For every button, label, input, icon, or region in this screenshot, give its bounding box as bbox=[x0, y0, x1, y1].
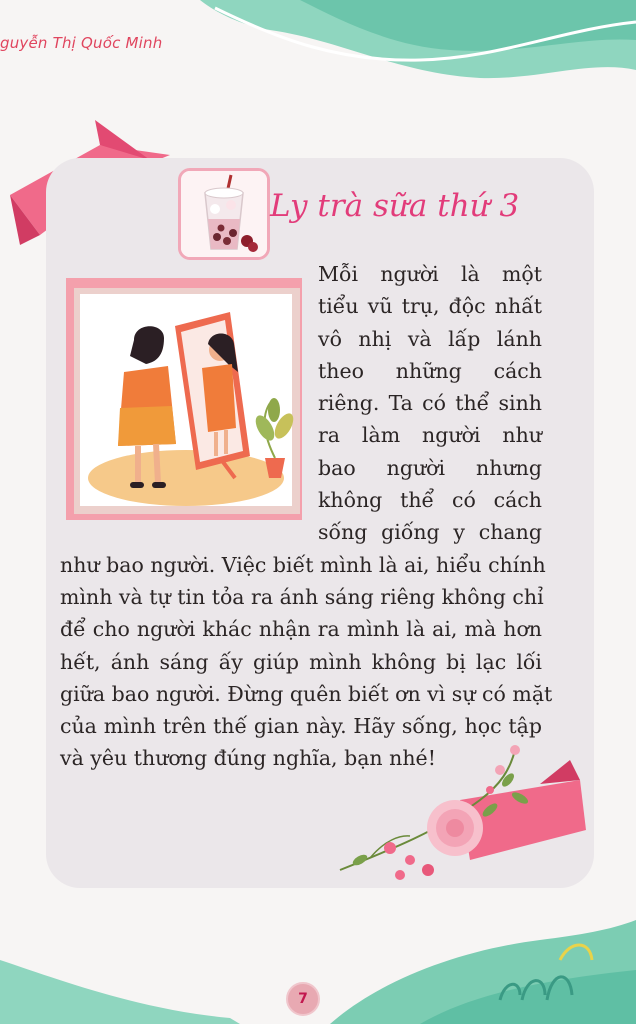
body-line: theo những cách bbox=[318, 358, 542, 383]
body-line: ra làm người như bbox=[318, 423, 542, 448]
body-line: tiểu vũ trụ, độc nhất bbox=[318, 294, 542, 319]
body-line: giữa bao người. Đừng quên biết ơn vì sự có mặt bbox=[60, 681, 553, 706]
body-line: sống giống y chang bbox=[318, 520, 542, 545]
article-body bbox=[60, 258, 553, 775]
body-line: hết, ánh sáng ấy giúp mình không bị lạc lối bbox=[60, 649, 542, 674]
body-line: của mình trên thế gian này. Hãy sống, học tập bbox=[60, 714, 542, 739]
bubble-tea-thumbnail bbox=[178, 168, 270, 260]
body-line: vô nhị và lấp lánh bbox=[318, 326, 542, 351]
body-line: riêng. Ta có thể sinh bbox=[318, 391, 542, 416]
body-line: bao người nhưng bbox=[318, 455, 542, 480]
body-line: và yêu thương đúng nghĩa, bạn nhé! bbox=[60, 746, 436, 771]
page-number: 7 bbox=[286, 982, 320, 1016]
body-line: mình và tự tin tỏa ra ánh sáng riêng không chỉ bbox=[60, 584, 544, 609]
body-line: Mỗi người là một bbox=[318, 262, 542, 286]
rose-flower-decoration bbox=[330, 740, 590, 900]
article-title: Ly trà sữa thứ 3 bbox=[270, 188, 520, 224]
body-line: như bao người. Việc biết mình là ai, hiểu chính bbox=[60, 552, 546, 577]
body-line: không thể có cách bbox=[318, 488, 542, 513]
bubble-tea-icon bbox=[181, 171, 267, 257]
author-name: guyễn Thị Quốc Minh bbox=[0, 34, 163, 52]
body-line: để cho người khác nhận ra mình là ai, mà hơn bbox=[60, 617, 542, 642]
